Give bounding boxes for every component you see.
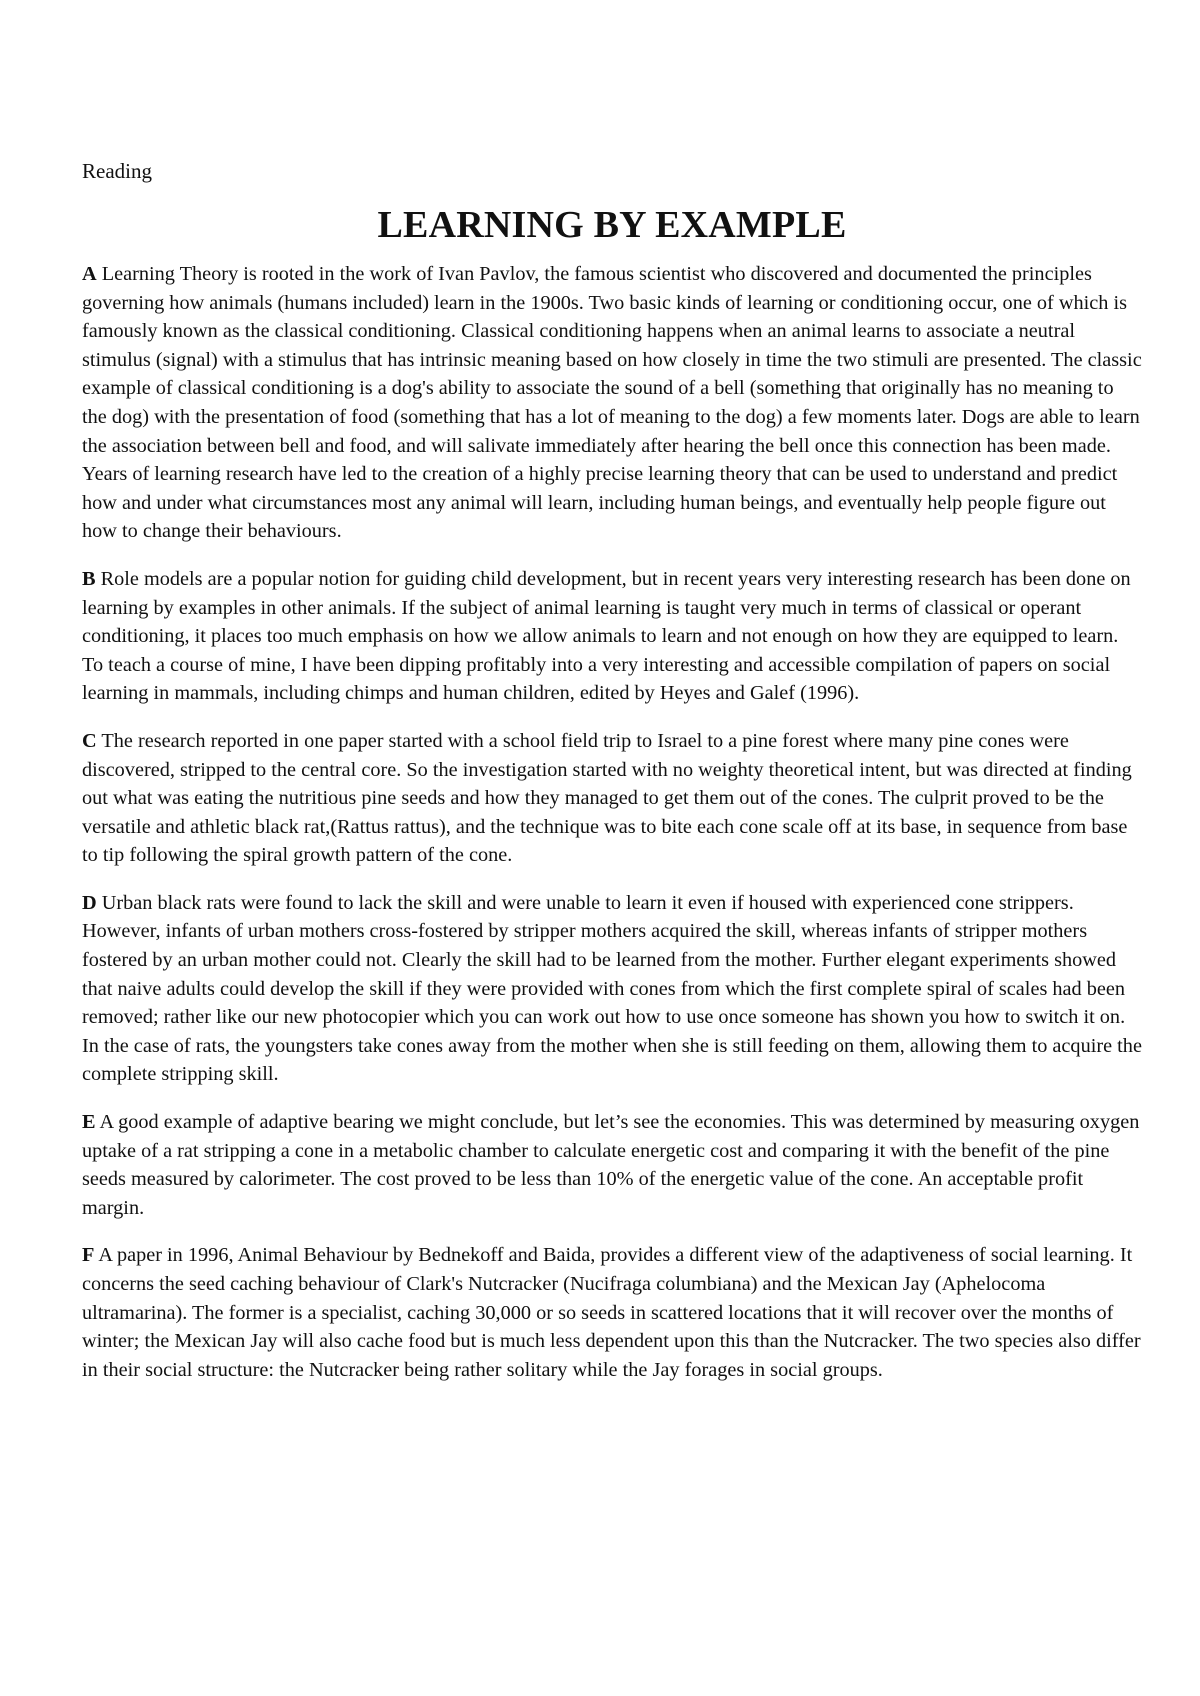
paragraph-letter: B [82,567,96,590]
paragraph-text: Role models are a popular notion for guiding child development, but in recent years very interesting research has been done on learning by examples in other animals. If the subject of animal learning is taught very much in terms of classical or operant conditioning, it places too much emphasis on how we allow animals to learn and not enough on how they are equipped to learn. To teach a course of mine, I have been dipping profitably into a very interesting and accessible compilation of papers on social learning in mammals, including chimps and human children, edited by Heyes and Galef (1996). [82,567,1131,705]
paragraph-e [82,1108,1142,1222]
paragraph-d [82,889,1142,1089]
paragraph-text: Learning Theory is rooted in the work of Ivan Pavlov, the famous scientist who discovered and documented the principles governing how animals (humans included) learn in the 1900s. Two basic kinds of learning or conditioning occur, one of which is famously known as the classical conditioning. Classical conditioning happens when an animal learns to associate a neutral stimulus (signal) with a stimulus that has intrinsic meaning based on how closely in time the two stimuli are presented. The classic example of classical conditioning is a dog's ability to associate the sound of a bell (something that originally has no meaning to the dog) with the presentation of food (something that has a lot of meaning to the dog) a few moments later. Dogs are able to learn the association between bell and food, and will salivate immediately after hearing the bell once this connection has been made. Years of learning research have led to the creation of a highly precise learning theory that can be used to understand and predict how and under what circumstances most any animal will learn, including human beings, and eventually help people figure out how to change their behaviours. [82,263,1142,543]
paragraph-letter: E [82,1111,96,1134]
paragraph-text: The research reported in one paper started with a school field trip to Israel to a pine forest where many pine cones were discovered, stripped to the central core. So the investigation started with no weighty theoretical intent, but was directed at finding out what was eating the nutritious pine seeds and how they managed to get them out of the cones. The culprit proved to be the versatile and athletic black rat,(Rattus rattus), and the technique was to bite each cone scale off at its base, in sequence from base to tip following the spiral growth pattern of the cone. [82,729,1132,867]
section-label: Reading [82,159,152,183]
paragraph-letter: A [82,263,97,285]
paragraph-text: Urban black rats were found to lack the skill and were unable to learn it even if housed with experienced cone strippers. However, infants of urban mothers cross-fostered by stripper mothers acquired the skill, whereas infants of stripper mothers fostered by an urban mother could not. Clearly the skill had to be learned from the mother. Further elegant experiments showed that naive adults could develop the skill if they were provided with cones from which the first complete spiral of scales had been removed; rather like our new photocopier which you can work out how to use once someone has shown you how to switch it on. In the case of rats, the youngsters take cones away from the mother when she is still feeding on them, allowing them to acquire the complete stripping skill. [82,891,1142,1086]
paragraph-letter: C [82,729,97,752]
document-page [82,158,1142,1403]
paragraph-text: A good example of adaptive bearing we might conclude, but let’s see the economies. This was determined by measuring oxygen uptake of a rat stripping a cone in a metabolic chamber to calculate energetic cost and comparing it with the benefit of the pine seeds measured by calorimeter. The cost proved to be less than 10% of the energetic value of the cone. An acceptable profit margin. [82,1111,1140,1219]
paragraph-a [82,260,1142,546]
paragraph-letter: F [82,1244,95,1267]
document-title: LEARNING BY EXAMPLE [377,204,847,246]
paragraph-text: A paper in 1996, Animal Behaviour by Bednekoff and Baida, provides a different view of the adaptiveness of social learning. It concerns the seed caching behaviour of Clark's Nutcracker (Nucifraga columbiana) and the Mexican Jay (Aphelocoma ultramarina). The former is a specialist, caching 30,000 or so seeds in scattered locations that it will recover over the months of winter; the Mexican Jay will also cache food but is much less dependent upon this than the Nutcracker. The two species also differ in their social structure: the Nutcracker being rather solitary while the Jay forages in social groups. [82,1244,1141,1381]
paragraph-f [82,1241,1142,1384]
paragraph-b [82,565,1142,708]
paragraph-c [82,727,1142,870]
paragraph-letter: D [82,891,97,914]
